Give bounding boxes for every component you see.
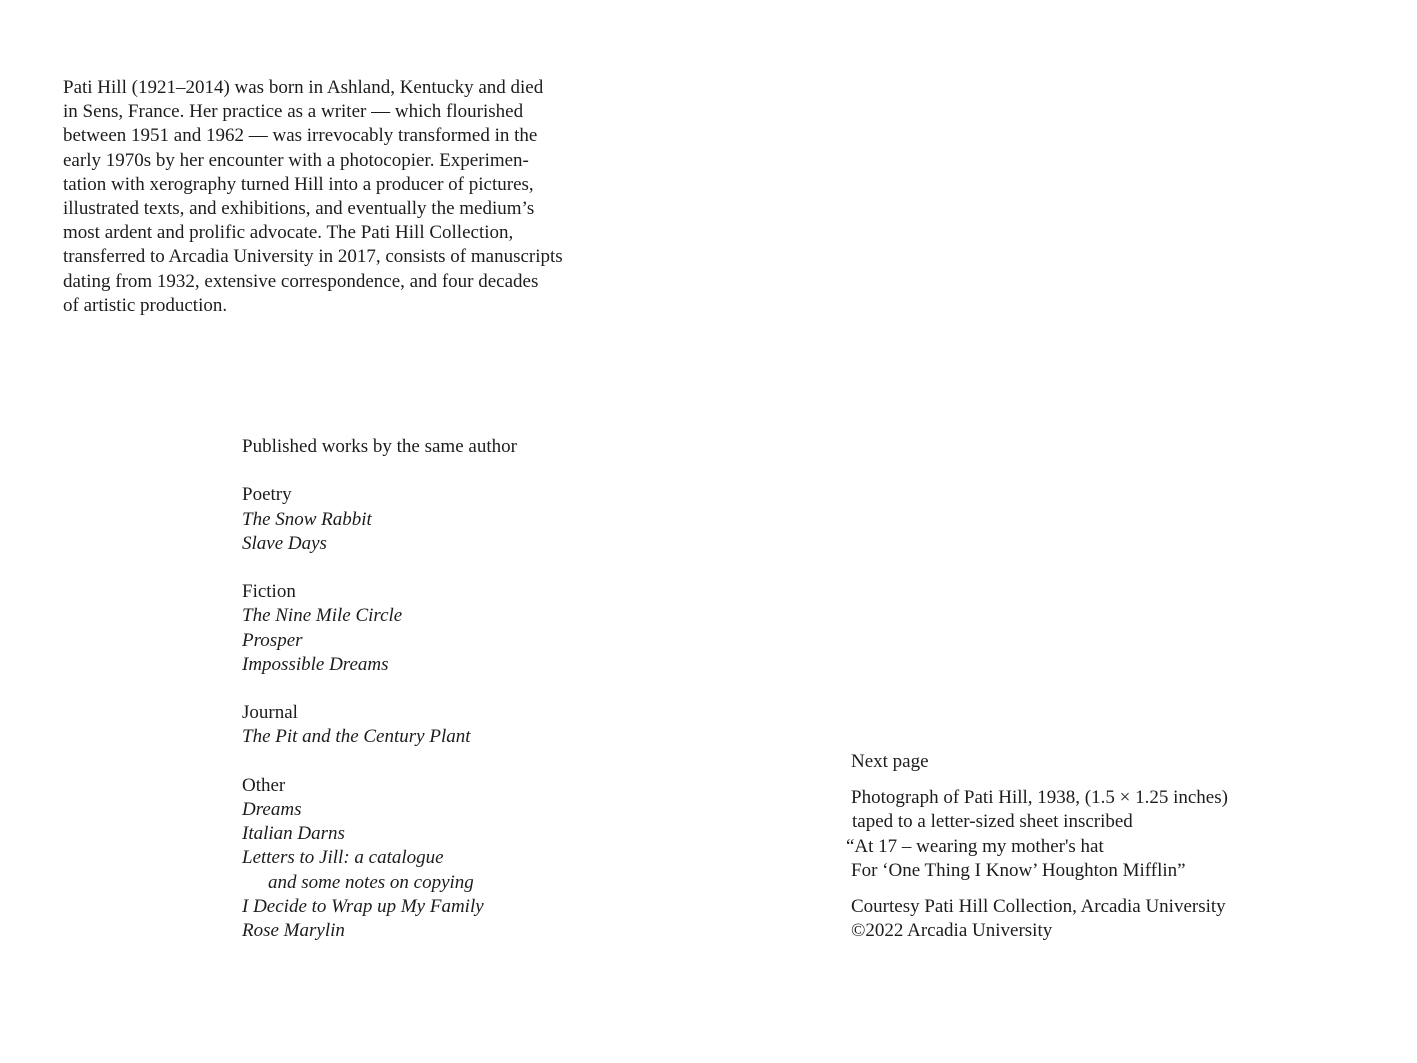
courtesy-credit: Courtesy Pati Hill Collection, Arcadia University [851, 896, 1226, 918]
works-title: Published works by the same author [242, 436, 517, 457]
book-title-continuation: and some notes on copying [268, 871, 474, 893]
book-title: Prosper [242, 629, 303, 651]
works-section-poetry [242, 483, 662, 556]
book-title: Impossible Dreams [242, 653, 389, 675]
bio-line: early 1970s by her encounter with a photocopier. Experimen- [63, 149, 529, 171]
photo-description-line: taped to a letter-sized sheet inscribed [852, 811, 1133, 833]
book-title: The Nine Mile Circle [242, 605, 403, 627]
works-section-fiction [242, 580, 662, 677]
book-title: Rose Marylin [242, 920, 345, 941]
bio-line: dating from 1932, extensive correspondence, and four decades [63, 270, 539, 292]
photo-description [846, 786, 1371, 883]
bio-line: tation with xerography turned Hill into a producer of pictures, [63, 173, 534, 195]
book-title: I Decide to Wrap up My Family [242, 895, 484, 917]
bio-line: transferred to Arcadia University in 2017, consists of manuscripts [63, 246, 563, 268]
photo-inscription-line: “At 17 – wearing my mother's hat [846, 835, 1104, 857]
next-page-label: Next page [851, 751, 929, 772]
bio-line: most ardent and prolific advocate. The Pati Hill Collection, [63, 222, 514, 244]
photo-description-line: Photograph of Pati Hill, 1938, (1.5 × 1.25 inches) [851, 787, 1228, 809]
bio-line: illustrated texts, and exhibitions, and eventually the medium’s [63, 198, 535, 220]
bio-line: of artistic production. [63, 294, 228, 316]
works-section-other [242, 774, 662, 943]
bio-line: between 1951 and 1962 — was irrevocably transformed in the [63, 125, 538, 147]
bio-line: in Sens, France. Her practice as a writer — which flourished [63, 101, 524, 123]
book-title: Letters to Jill: a catalogue [242, 847, 444, 869]
credits [851, 895, 1371, 943]
section-heading-other: Other [242, 774, 286, 796]
published-works-list [242, 435, 662, 943]
book-title: The Pit and the Century Plant [242, 726, 471, 748]
section-heading-journal: Journal [242, 702, 298, 724]
book-title: Slave Days [242, 532, 327, 554]
next-page-note [851, 750, 1371, 774]
photo-caption [846, 750, 1371, 955]
section-heading-poetry: Poetry [242, 484, 292, 506]
photo-inscription-line: For ‘One Thing I Know’ Houghton Mifflin” [851, 859, 1186, 881]
author-bio [63, 76, 583, 318]
works-section-journal [242, 701, 662, 749]
bio-line: Pati Hill (1921–2014) was born in Ashland, Kentucky and died [63, 77, 544, 98]
copyright-notice: ©2022 Arcadia University [851, 920, 1053, 942]
book-title: Italian Darns [242, 823, 345, 845]
book-title: The Snow Rabbit [242, 508, 372, 530]
section-heading-fiction: Fiction [242, 581, 296, 603]
book-title: Dreams [242, 798, 302, 820]
